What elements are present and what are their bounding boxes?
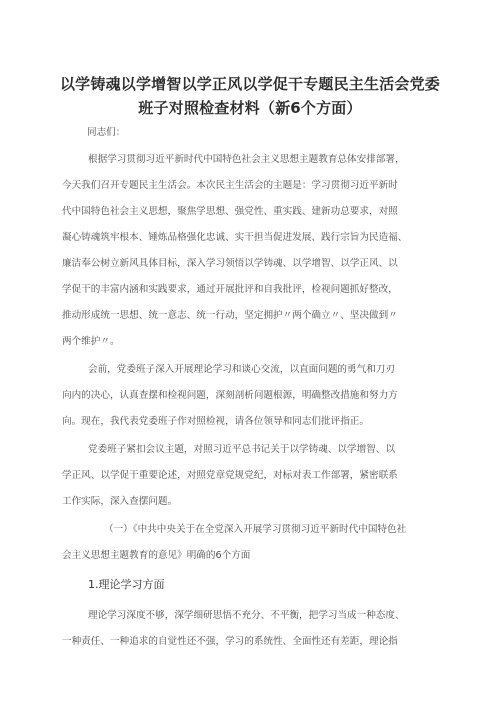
section-heading: 1.理论学习方面 <box>88 578 165 591</box>
paragraph-line: 会前，党委班子深入开展理论学习和谈心交流，以直面问题的勇气和刀刃 <box>88 364 395 375</box>
paragraph-line: 今天我们召开专题民主生活会。本次民主生活会的主题是：学习贯彻习近平新时 <box>62 180 398 191</box>
paragraph-line: 学正风、以学促干重要论述，对照党章党规党纪，对标对表工作部署，紧密联系 <box>62 470 398 481</box>
paragraph-line: 会主义思想主题教育的意见》明确的6个方面 <box>62 550 251 561</box>
document-title-line-1: 以学铸魂以学增智以学正风以学促干专题民主生活会党委 <box>59 75 440 93</box>
paragraph-line: 代中国特色社会主义思想，聚焦学思想、强党性、重实践、建新功总要求，对照 <box>62 206 398 217</box>
paragraph-line: 两个维护〃。 <box>62 336 120 347</box>
document-title-line-2: 班子对照检查材料（新6个方面） <box>138 99 362 117</box>
paragraph-line: （一）《中共中央关于在全党深入开展学习贯彻习近平新时代中国特色社 <box>104 524 407 535</box>
paragraph-line: 工作实际，深入查摆问题。 <box>62 496 178 507</box>
paragraph-line: 理论学习深度不够，深学细研思悟不充分、不平衡，把学习当成一种态度、 <box>88 610 405 621</box>
salutation: 同志们： <box>87 127 126 138</box>
paragraph-line: 一种责任、一种追求的自觉性还不强，学习的系统性、全面性还有差距，理论指 <box>62 636 398 647</box>
paragraph-line: 学促干的丰富内涵和实践要求，通过开展批评和自我批评，检视问题抓好整改， <box>62 284 398 295</box>
paragraph-line: 凝心铸魂筑牢根本、锤炼品格强化忠诚、实干担当促进发展、践行宗旨为民造福、 <box>62 232 408 243</box>
paragraph-line: 推动形成统一思想、统一意志、统一行动，坚定拥护〃两个确立〃、坚决做到〃 <box>62 310 398 321</box>
paragraph-line: 党委班子紧扣会议主题，对照习近平总书记关于以学铸魂、以学增智、以 <box>88 444 395 455</box>
paragraph-line: 向。现在，我代表党委班子作对照检视，请各位领导和同志们批评指正。 <box>62 416 369 427</box>
paragraph-line: 向内的决心，认真查摆和检视问题，深刻剖析问题根源，明确整改措施和努力方 <box>62 390 398 401</box>
paragraph-line: 根据学习贯彻习近平新时代中国特色社会主义思想主题教育总体安排部署， <box>88 154 405 165</box>
paragraph-line: 廉洁奉公树立新风具体目标，深入学习领悟以学铸魂、以学增智、以学正风、以 <box>62 258 398 269</box>
